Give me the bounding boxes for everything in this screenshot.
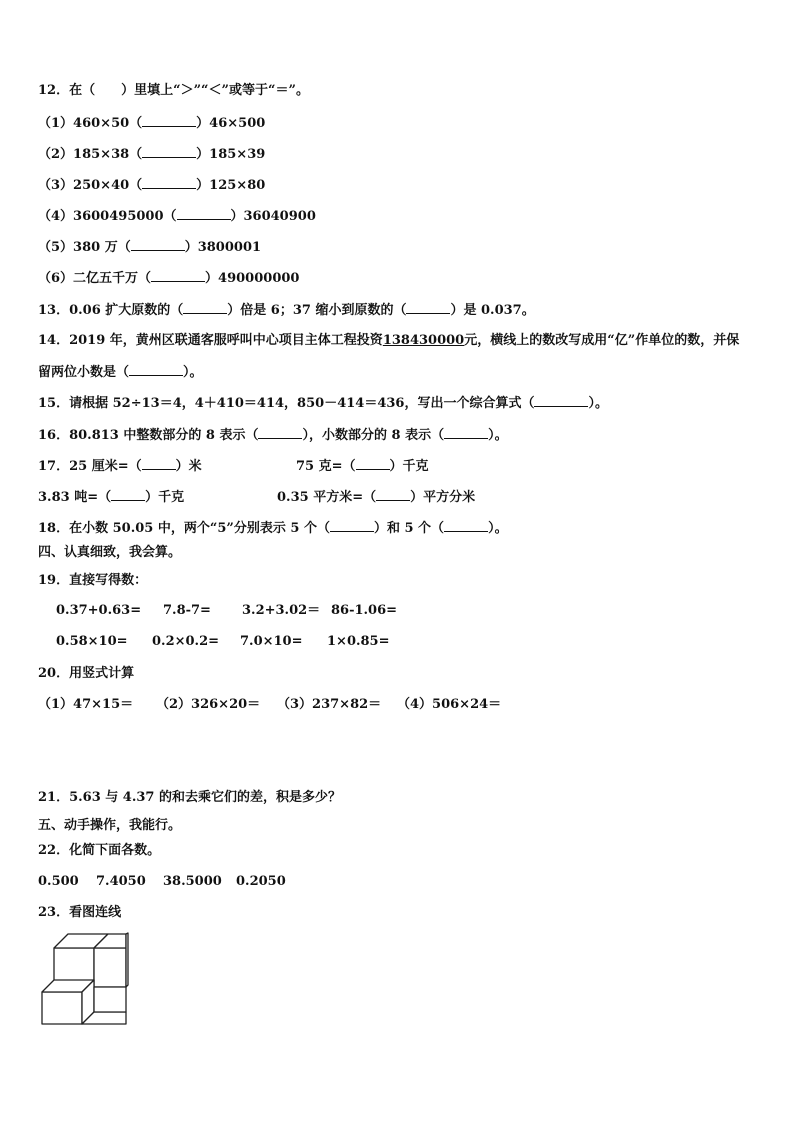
q12-item-3: （3）250×40（ ）125×80 [38,178,266,193]
answer-blank[interactable] [183,302,227,314]
q19-r2-c3: 7.0×10= [240,634,303,649]
q19-r2-c2: 0.2×0.2= [152,634,220,649]
answer-blank[interactable] [142,458,176,470]
q15: 15．请根据 52÷13＝4，4＋410＝414，850－414＝436，写出一个综合算式（ ）。 [38,396,608,411]
q12-item-5: （5）380 万（ ）3800001 [38,240,262,255]
q19-r1-c1: 0.37+0.63= [56,603,142,618]
q20-item-2: （2）326×20＝ [156,697,261,712]
answer-blank[interactable] [142,177,196,189]
q20-item-1: （1）47×15＝ [38,697,134,712]
answer-blank[interactable] [330,520,374,532]
answer-blank[interactable] [376,489,410,501]
q19-r2-c1: 0.58×10= [56,634,128,649]
q22-item-2: 7.4050 [96,874,146,889]
q22-item-4: 0.2050 [236,874,286,889]
answer-blank[interactable] [534,395,588,407]
answer-blank[interactable] [444,520,488,532]
q17-row2-b: 0.35 平方米=（ ）平方分米 [277,490,476,505]
answer-blank[interactable] [151,270,205,282]
answer-blank[interactable] [177,208,231,220]
q14-line2: 留两位小数是（ ）。 [38,365,203,380]
q12-item-6: （6）二亿五千万（ ）490000000 [38,271,300,286]
q18: 18．在小数 50.05 中，两个“5”分别表示 5 个（ ）和 5 个（ ）。 [38,521,508,536]
q12-stem: 12．在（ ）里填上“＞”“＜”或等于“＝”。 [38,83,309,98]
q20-item-4: （4）506×24＝ [397,697,502,712]
q13: 13．0.06 扩大原数的（ ）倍是 6；37 缩小到原数的（ ）是 0.037。 [38,303,535,318]
q19-r1-c4: 86-1.06= [331,603,398,618]
answer-blank[interactable] [142,146,196,158]
q12-item-1: （1）460×50（ ）46×500 [38,116,266,131]
q22-stem: 22．化简下面各数。 [38,843,161,858]
q14-line1: 14．2019 年，黄州区联通客服呼叫中心项目主体工程投资138430000元，横线上的数改写成用“亿”作单位的数，并保 [38,333,740,348]
answer-blank[interactable] [129,364,183,376]
q20-stem: 20．用竖式计算 [38,666,135,681]
q17-row2-a: 3.83 吨=（ ）千克 [38,490,185,505]
section-5-heading: 五、动手操作，我能行。 [38,818,182,833]
underlined-number: 138430000 [382,333,465,348]
q22-item-3: 38.5000 [163,874,222,889]
answer-blank[interactable] [131,239,185,251]
answer-blank[interactable] [444,427,488,439]
q17-row1-b: 75 克=（ ）千克 [296,459,429,474]
answer-blank[interactable] [142,115,196,127]
answer-blank[interactable] [111,489,145,501]
answer-blank[interactable] [406,302,450,314]
q20-item-3: （3）237×82＝ [277,697,382,712]
q21: 21．5.63 与 4.37 的和去乘它们的差，积是多少？ [38,790,341,805]
q22-item-1: 0.500 [38,874,79,889]
q12-item-2: （2）185×38（ ）185×39 [38,147,266,162]
q12-item-4: （4）3600495000（ ）36040900 [38,209,316,224]
q19-r1-c3: 3.2+3.02＝ [242,603,321,618]
q23: 23．看图连线 [38,905,122,920]
cube-stack-figure [38,930,134,1028]
answer-blank[interactable] [356,458,390,470]
section-4-heading: 四、认真细致，我会算。 [38,545,182,560]
q16: 16．80.813 中整数部分的 8 表示（ ），小数部分的 8 表示（ ）。 [38,428,508,443]
q17-row1-a: 17．25 厘米=（ ）米 [38,459,202,474]
q19-stem: 19．直接写得数： [38,573,148,588]
q19-r1-c2: 7.8-7= [163,603,211,618]
q19-r2-c4: 1×0.85= [327,634,390,649]
answer-blank[interactable] [258,427,302,439]
